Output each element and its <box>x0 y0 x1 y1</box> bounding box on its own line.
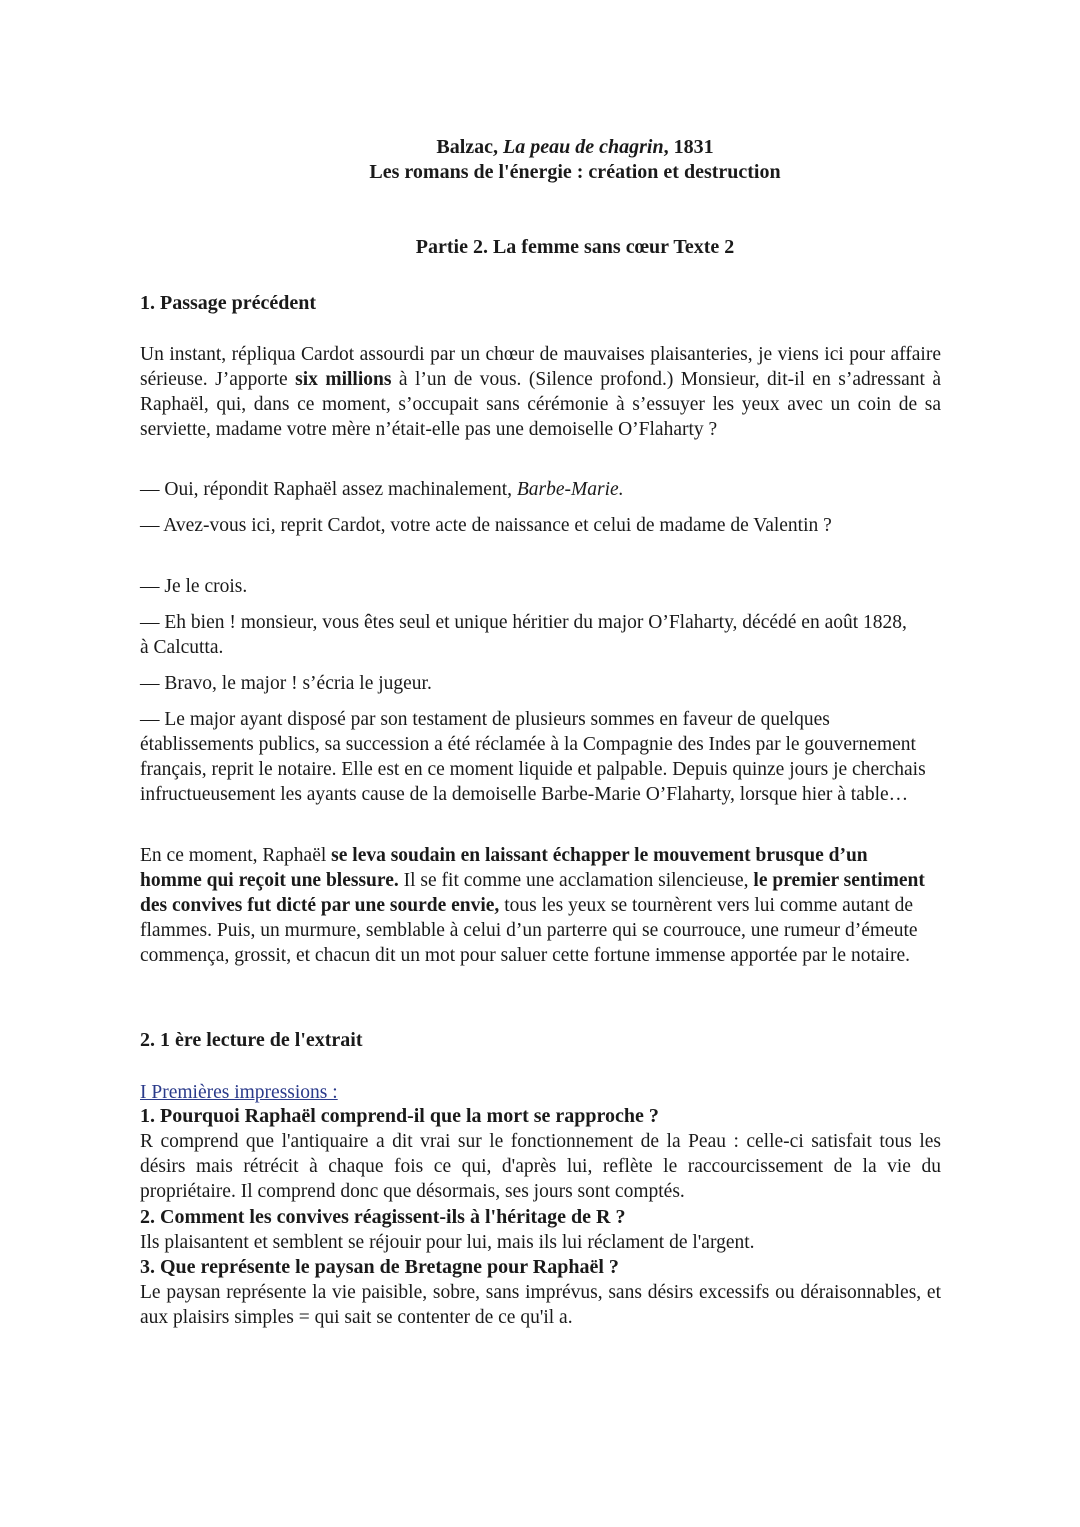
dialogue-6: — Le major ayant disposé par son testament de plusieurs sommes en faveur de quelques établissements publics, sa succession a été réclamée à la Compagnie des Indes par le gouvernement français, reprit le notaire. Elle est en ce moment liquide et palpable. Depuis quinze jours je cherchais infructueusement les ayants cause de la demoiselle Barbe-Marie O’Flaharty, lorsque hier à table… <box>140 709 926 805</box>
dialogue-2: — Avez-vous ici, reprit Cardot, votre acte de naissance et celui de madame de Valentin ? <box>140 515 832 536</box>
dialogue-5: — Bravo, le major ! s’écria le jugeur. <box>140 673 432 694</box>
author: Balzac, <box>436 136 499 158</box>
d1-italic: Barbe-Marie. <box>516 479 624 500</box>
dialogue-4: — Eh bien ! monsieur, vous êtes seul et unique héritier du major O’Flaharty, décédé en août 1828, à Calcutta. <box>140 612 907 658</box>
document-title <box>140 136 1010 159</box>
p1-text-c: à l’un de vous. (Silence profond.) Monsieur, dit-il en s’adressant à Raphaël, qui, dans ce moment, s’occupait sans cérémonie à s’essuyer les yeux avec un coin de sa serviette, madame votre mère n’était-elle pas une demoiselle O’Flaharty ? <box>140 369 942 440</box>
dialogue-3: — Je le crois. <box>140 576 248 597</box>
premieres-impressions-link[interactable]: I Premières impressions : <box>140 1082 338 1103</box>
p1-text-a: Un instant, répliqua Cardot assourdi par un chœur de mauvaises plaisanteries, je viens ici pour affaire sérieuse. J’apporte <box>140 344 941 390</box>
section-1-heading: 1. Passage précédent <box>140 292 317 314</box>
paragraph-2 <box>140 843 930 968</box>
p1-bold: six millions <box>295 369 392 390</box>
section-2-heading: 2. 1 ère lecture de l'extrait <box>140 1029 363 1051</box>
year: , 1831 <box>663 136 714 158</box>
d1-text: — Oui, répondit Raphaël assez machinalement, <box>140 479 517 500</box>
paragraph-1 <box>140 342 941 442</box>
p2-bold-2: le premier sentiment des convives fut dicté par une sourde envie, <box>140 870 925 916</box>
question-2: 2. Comment les convives réagissent-ils à l'héritage de R ? <box>140 1206 626 1228</box>
work-title: La peau de chagrin <box>503 136 664 158</box>
answer-3: Le paysan représente la vie paisible, sobre, sans imprévus, sans désirs excessifs ou déraisonnables, et aux plaisirs simples = qui sait se contenter de ce qu'il a. <box>140 1282 941 1328</box>
question-3: 3. Que représente le paysan de Bretagne pour Raphaël ? <box>140 1256 619 1278</box>
p2-text-e: tous les yeux se tournèrent vers lui comme autant de flammes. Puis, un murmure, semblable à celui d’un parterre qui se courrouce, une rumeur d’émeute commença, grossit, et chacun dit un mot pour saluer cette fortune immense apportée par le notaire. <box>140 895 918 966</box>
document-subtitle: Les romans de l'énergie : création et destruction <box>369 161 781 183</box>
p2-bold-1: se leva soudain en laissant échapper le mouvement brusque d’un homme qui reçoit une blessure. <box>140 845 868 891</box>
part-heading: Partie 2. La femme sans cœur Texte 2 <box>415 236 735 258</box>
p2-text-c: Il se fit comme une acclamation silencieuse, <box>398 870 754 891</box>
dialogue-1 <box>140 477 941 502</box>
p2-text-a: En ce moment, Raphaël <box>140 845 332 866</box>
question-1: 1. Pourquoi Raphaël comprend-il que la mort se rapproche ? <box>140 1105 659 1127</box>
answer-2: Ils plaisantent et semblent se réjouir pour lui, mais ils lui réclament de l'argent. <box>140 1232 755 1253</box>
answer-1: R comprend que l'antiquaire a dit vrai sur le fonctionnement de la Peau : celle-ci satisfait tous les désirs mais rétrécit à chaque fois ce qui, d'après lui, reflète le raccourcissement de la vie du propriétaire. Il comprend donc que désormais, ses jours sont comptés. <box>140 1131 941 1202</box>
